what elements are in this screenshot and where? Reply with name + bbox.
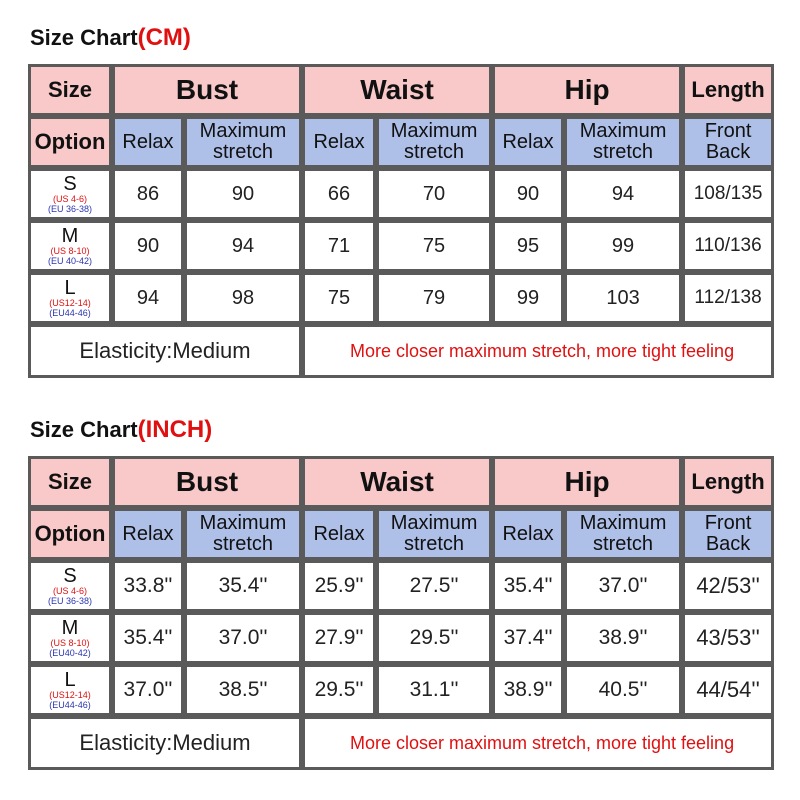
length-cell: 108/135 — [682, 168, 774, 220]
waist-relax-cell: 27.9'' — [302, 612, 376, 664]
hip-max-cell: 38.9'' — [564, 612, 682, 664]
bust-relax-header: Relax — [112, 508, 184, 560]
hip-max-cell: 37.0'' — [564, 560, 682, 612]
bust-relax-cell: 94 — [112, 272, 184, 324]
size-chart-cm-title — [30, 24, 191, 52]
bust-max-cell: 35.4'' — [184, 560, 302, 612]
hip-max-header: Maximum stretch — [564, 116, 682, 168]
hip-max-cell: 94 — [564, 168, 682, 220]
waist-relax-cell: 25.9'' — [302, 560, 376, 612]
waist-max-cell: 79 — [376, 272, 492, 324]
title-unit: (CM) — [137, 24, 191, 51]
waist-relax-header: Relax — [302, 116, 376, 168]
table-row — [28, 272, 774, 324]
hip-relax-cell: 38.9'' — [492, 664, 564, 716]
waist-header: Waist — [302, 64, 492, 116]
waist-relax-cell: 71 — [302, 220, 376, 272]
hip-relax-header: Relax — [492, 116, 564, 168]
table-row — [28, 168, 774, 220]
waist-max-cell: 75 — [376, 220, 492, 272]
hip-max-cell: 40.5'' — [564, 664, 682, 716]
bust-relax-cell: 86 — [112, 168, 184, 220]
hip-max-cell: 103 — [564, 272, 682, 324]
hip-relax-cell: 37.4'' — [492, 612, 564, 664]
title-unit: (INCH) — [137, 416, 213, 443]
waist-max-cell: 31.1'' — [376, 664, 492, 716]
waist-max-cell: 29.5'' — [376, 612, 492, 664]
bust-header: Bust — [112, 64, 302, 116]
stretch-note: More closer maximum stretch, more tight feeling — [302, 324, 774, 378]
bust-header: Bust — [112, 456, 302, 508]
size-header: Size — [28, 456, 112, 508]
hip-relax-cell: 99 — [492, 272, 564, 324]
length-cell: 112/138 — [682, 272, 774, 324]
waist-max-cell: 27.5'' — [376, 560, 492, 612]
size-cell: M (US 8-10) (EU 40-42) — [28, 220, 112, 272]
size-cell: L (US12-14) (EU44-46) — [28, 272, 112, 324]
bust-relax-cell: 90 — [112, 220, 184, 272]
elasticity-row — [28, 716, 774, 770]
title-text: Size Chart — [30, 25, 138, 50]
bust-relax-cell: 35.4'' — [112, 612, 184, 664]
header-row-sub — [28, 116, 774, 168]
size-cell: S (US 4-6) (EU 36-38) — [28, 168, 112, 220]
table-row — [28, 612, 774, 664]
header-row-sub — [28, 508, 774, 560]
bust-max-cell: 98 — [184, 272, 302, 324]
length-header: Length — [682, 456, 774, 508]
size-table-cm — [28, 64, 774, 378]
bust-relax-cell: 33.8'' — [112, 560, 184, 612]
waist-relax-header: Relax — [302, 508, 376, 560]
length-cell: 110/136 — [682, 220, 774, 272]
table-row — [28, 664, 774, 716]
waist-max-header: Maximum stretch — [376, 116, 492, 168]
size-cell: S (US 4-6) (EU 36-38) — [28, 560, 112, 612]
bust-relax-header: Relax — [112, 116, 184, 168]
bust-max-cell: 90 — [184, 168, 302, 220]
hip-relax-header: Relax — [492, 508, 564, 560]
header-row-main — [28, 64, 774, 116]
length-header: Length — [682, 64, 774, 116]
hip-relax-cell: 90 — [492, 168, 564, 220]
elasticity-label: Elasticity:Medium — [28, 324, 302, 378]
waist-relax-cell: 75 — [302, 272, 376, 324]
waist-relax-cell: 66 — [302, 168, 376, 220]
waist-max-cell: 70 — [376, 168, 492, 220]
hip-header: Hip — [492, 456, 682, 508]
front-back-header: Front Back — [682, 508, 774, 560]
hip-max-header: Maximum stretch — [564, 508, 682, 560]
size-cell: M (US 8-10) (EU40-42) — [28, 612, 112, 664]
length-cell: 43/53'' — [682, 612, 774, 664]
elasticity-row — [28, 324, 774, 378]
stretch-note: More closer maximum stretch, more tight feeling — [302, 716, 774, 770]
table-row — [28, 560, 774, 612]
table-row — [28, 220, 774, 272]
length-cell: 42/53'' — [682, 560, 774, 612]
hip-relax-cell: 35.4'' — [492, 560, 564, 612]
bust-max-cell: 38.5'' — [184, 664, 302, 716]
hip-max-cell: 99 — [564, 220, 682, 272]
bust-max-cell: 94 — [184, 220, 302, 272]
title-text: Size Chart — [30, 417, 138, 442]
waist-header: Waist — [302, 456, 492, 508]
bust-max-cell: 37.0'' — [184, 612, 302, 664]
elasticity-label: Elasticity:Medium — [28, 716, 302, 770]
bust-relax-cell: 37.0'' — [112, 664, 184, 716]
option-header: Option — [28, 116, 112, 168]
size-table-inch — [28, 456, 774, 770]
length-cell: 44/54'' — [682, 664, 774, 716]
front-back-header: Front Back — [682, 116, 774, 168]
size-header: Size — [28, 64, 112, 116]
option-header: Option — [28, 508, 112, 560]
size-cell: L (US12-14) (EU44-46) — [28, 664, 112, 716]
size-chart-inch-title — [30, 416, 212, 444]
bust-max-header: Maximum stretch — [184, 116, 302, 168]
hip-header: Hip — [492, 64, 682, 116]
hip-relax-cell: 95 — [492, 220, 564, 272]
header-row-main — [28, 456, 774, 508]
waist-max-header: Maximum stretch — [376, 508, 492, 560]
waist-relax-cell: 29.5'' — [302, 664, 376, 716]
bust-max-header: Maximum stretch — [184, 508, 302, 560]
